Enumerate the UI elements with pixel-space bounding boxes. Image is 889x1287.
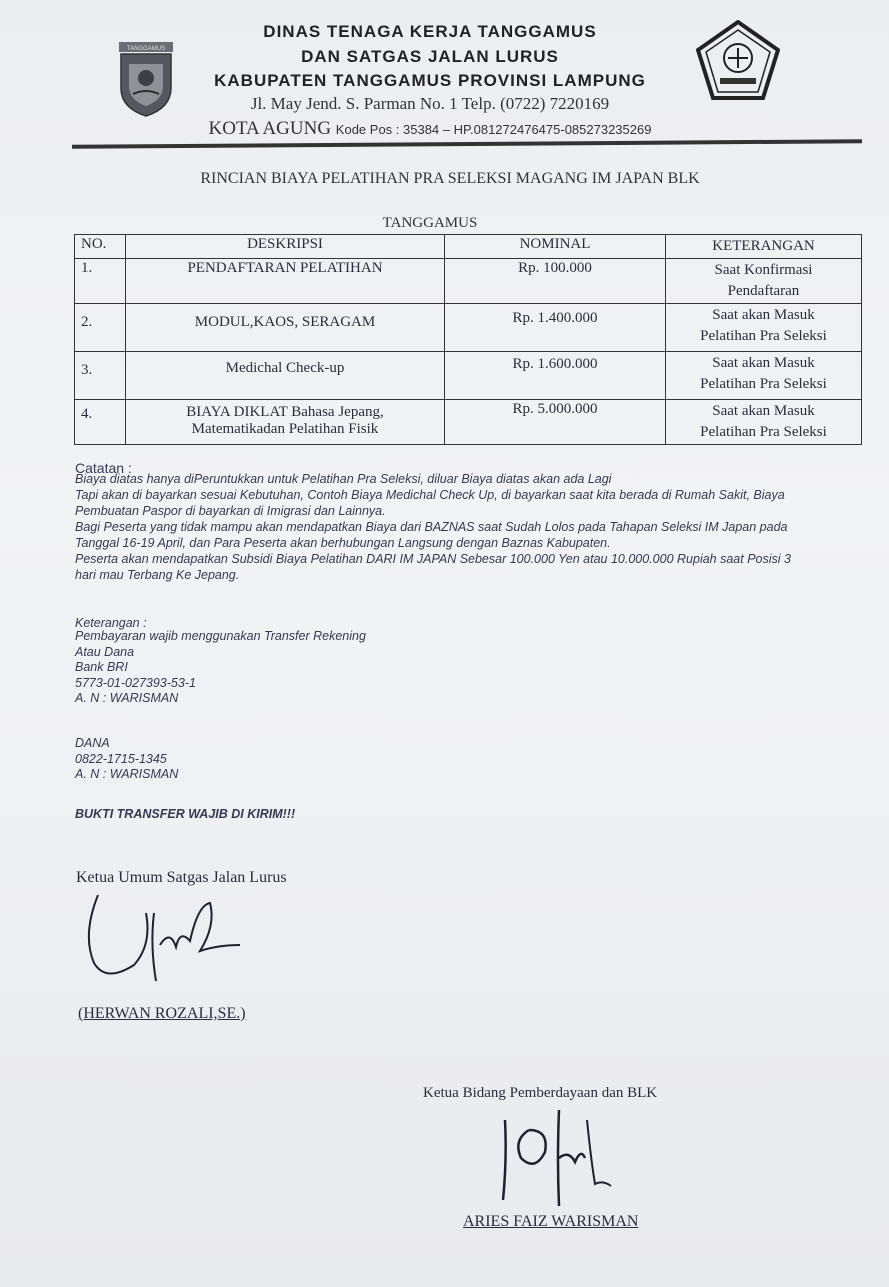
signature-2-handwriting <box>495 1100 625 1210</box>
cell-no: 2. <box>75 304 126 352</box>
signature-1-title: Ketua Umum Satgas Jalan Lurus <box>76 869 287 886</box>
signature-2-name: ARIES FAIZ WARISMAN <box>463 1213 639 1230</box>
notes-line: hari mau Terbang Ke Jepang. <box>75 568 240 582</box>
table-header-row <box>75 235 862 259</box>
payment-label: Keterangan : <box>75 616 147 630</box>
cell-ket-line2: Pendaftaran <box>727 283 800 299</box>
cell-ket-line2: Pelatihan Pra Seleksi <box>700 424 827 440</box>
cell-no: 3. <box>75 352 126 400</box>
notes-line: Peserta akan mendapatkan Subsidi Biaya Pelatihan DARI IM JAPAN Sebesar 100.000 Yen atau 10.000.000 Rupiah saat Posisi 3 <box>75 552 791 566</box>
cell-ket <box>666 352 862 400</box>
cell-desc <box>126 400 445 445</box>
table-row <box>75 259 862 304</box>
payment-line2: Atau Dana <box>75 644 135 659</box>
signature-1-handwriting <box>80 885 250 985</box>
satgas-emblem-logo <box>696 20 780 100</box>
header-divider <box>72 139 862 149</box>
notes-line: Tapi akan di bayarkan sesuai Kebutuhan, Contoh Biaya Medichal Check Up, di bayarkan saat kita berada di Rumah Sakit, Biaya <box>75 488 785 502</box>
col-header-nominal: NOMINAL <box>445 235 666 259</box>
svg-text:TANGGAMUS: TANGGAMUS <box>126 46 166 52</box>
payment-account: 5773-01-027393-53-1 <box>75 675 196 690</box>
header-line-2: DAN SATGAS JALAN LURUS <box>301 47 559 66</box>
header-address: Jl. May Jend. S. Parman No. 1 Telp. (0722) 7220169 <box>250 94 610 113</box>
col-header-desc: DESKRIPSI <box>126 235 445 259</box>
notes-line: Pembuatan Paspor di bayarkan di Imigrasi dan Lainnya. <box>75 504 386 518</box>
cell-ket-line1: Saat Konfirmasi <box>714 262 813 278</box>
table-row <box>75 304 862 352</box>
cell-ket <box>666 259 862 304</box>
signature-2-title: Ketua Bidang Pemberdayaan dan BLK <box>423 1085 658 1101</box>
header-city-line <box>150 118 710 140</box>
cell-desc: MODUL,KAOS, SERAGAM <box>126 304 445 352</box>
col-header-ket: KETERANGAN <box>666 235 862 259</box>
table-row <box>75 400 862 445</box>
header-line-3: KABUPATEN TANGGAMUS PROVINSI LAMPUNG <box>214 71 646 90</box>
payment-holder: A. N : WARISMAN <box>75 691 179 705</box>
fee-table <box>74 234 862 445</box>
header-city: KOTA AGUNG <box>208 118 332 139</box>
notes-line: Bagi Peserta yang tidak mampu akan mendapatkan Biaya dari BAZNAS saat Sudah Lolos pada Tahapan Seleksi IM Japan pada <box>75 520 788 534</box>
table-row <box>75 352 862 400</box>
cell-ket-line1: Saat akan Masuk <box>712 355 815 371</box>
cell-desc: Medichal Check-up <box>126 352 445 400</box>
cell-ket <box>666 304 862 352</box>
cell-ket-line1: Saat akan Masuk <box>712 403 815 419</box>
header-postal: Kode Pos : 35384 – HP.081272476475-085273235269 <box>335 122 652 137</box>
cell-no: 1. <box>75 259 126 304</box>
dana-block <box>75 736 178 783</box>
cell-no: 4. <box>75 400 126 445</box>
payment-bank: Bank BRI <box>75 660 128 674</box>
transfer-warning: BUKTI TRANSFER WAJIB DI KIRIM!!! <box>75 807 296 821</box>
cell-nominal: Rp. 5.000.000 <box>445 400 666 445</box>
dana-label: DANA <box>75 736 110 750</box>
notes-label: Catatan : <box>75 460 132 476</box>
signature-1-name: (HERWAN ROZALI,SE.) <box>78 1005 246 1022</box>
cell-desc: PENDAFTARAN PELATIHAN <box>126 259 445 304</box>
dana-holder: A. N : WARISMAN <box>75 767 179 781</box>
tanggamus-crest-logo <box>117 40 175 118</box>
cell-nominal: Rp. 1.600.000 <box>445 352 666 400</box>
cell-ket-line2: Pelatihan Pra Seleksi <box>700 328 827 344</box>
payment-line1: Pembayaran wajib menggunakan Transfer Rekening <box>75 629 366 643</box>
col-header-no: NO. <box>75 235 126 259</box>
document-title: RINCIAN BIAYA PELATIHAN PRA SELEKSI MAGANG IM JAPAN BLK <box>200 170 700 187</box>
cell-ket <box>666 400 862 445</box>
dana-number: 0822-1715-1345 <box>75 751 167 766</box>
cell-nominal: Rp. 1.400.000 <box>445 304 666 352</box>
document-subtitle: TANGGAMUS <box>382 215 478 231</box>
notes-line: Biaya diatas hanya diPeruntukkan untuk Pelatihan Pra Seleksi, diluar Biaya diatas akan ada Lagi <box>75 472 612 486</box>
notes-line: Tanggal 16-19 April, dan Para Peserta akan berhubungan Langsung dengan Baznas Kabupaten. <box>75 536 611 550</box>
cell-nominal: Rp. 100.000 <box>445 259 666 304</box>
payment-block <box>75 629 366 707</box>
cell-desc-line1: BIAYA DIKLAT Bahasa Jepang, <box>186 404 384 420</box>
cell-desc-line2: Matematikadan Pelatihan Fisik <box>191 421 379 437</box>
notes-block <box>75 471 865 583</box>
cell-ket-line1: Saat akan Masuk <box>712 307 815 323</box>
cell-ket-line2: Pelatihan Pra Seleksi <box>700 376 827 392</box>
header-line-1: DINAS TENAGA KERJA TANGGAMUS <box>263 22 597 41</box>
